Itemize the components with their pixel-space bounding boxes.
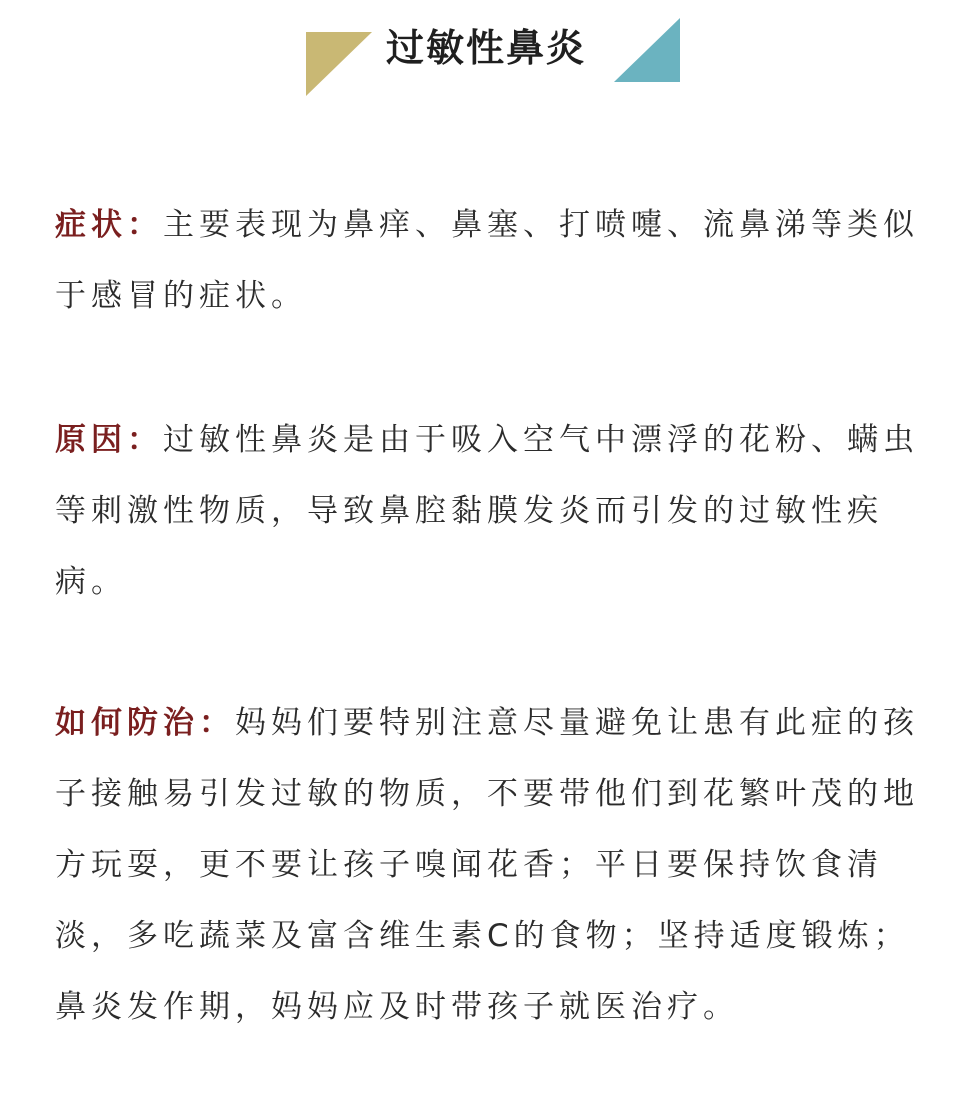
symptoms-text: 主要表现为鼻痒、鼻塞、打喷嚏、流鼻涕等类似于感冒的症状。 <box>55 207 919 314</box>
symptoms-section <box>55 190 925 332</box>
cause-text: 过敏性鼻炎是由于吸入空气中漂浮的花粉、螨虫等刺激性物质，导致鼻腔黏膜发炎而引发的过敏性疾病。 <box>55 422 919 600</box>
symptoms-label: 症状： <box>55 207 163 243</box>
right-triangle-decoration <box>614 18 680 82</box>
prevention-section <box>55 688 925 1043</box>
prevention-label: 如何防治： <box>55 705 235 741</box>
header <box>0 0 960 110</box>
page-title: 过敏性鼻炎 <box>386 26 587 70</box>
cause-label: 原因： <box>55 422 163 458</box>
prevention-text: 妈妈们要特别注意尽量避免让患有此症的孩子接触易引发过敏的物质，不要带他们到花繁叶茂的地方玩耍，更不要让孩子嗅闻花香；平日要保持饮食清淡，多吃蔬菜及富含维生素C的食物；坚持适度锻炼；鼻炎发作期，妈妈应及时带孩子就医治疗。 <box>55 705 919 1025</box>
cause-section <box>55 405 925 618</box>
left-triangle-decoration <box>306 32 372 96</box>
